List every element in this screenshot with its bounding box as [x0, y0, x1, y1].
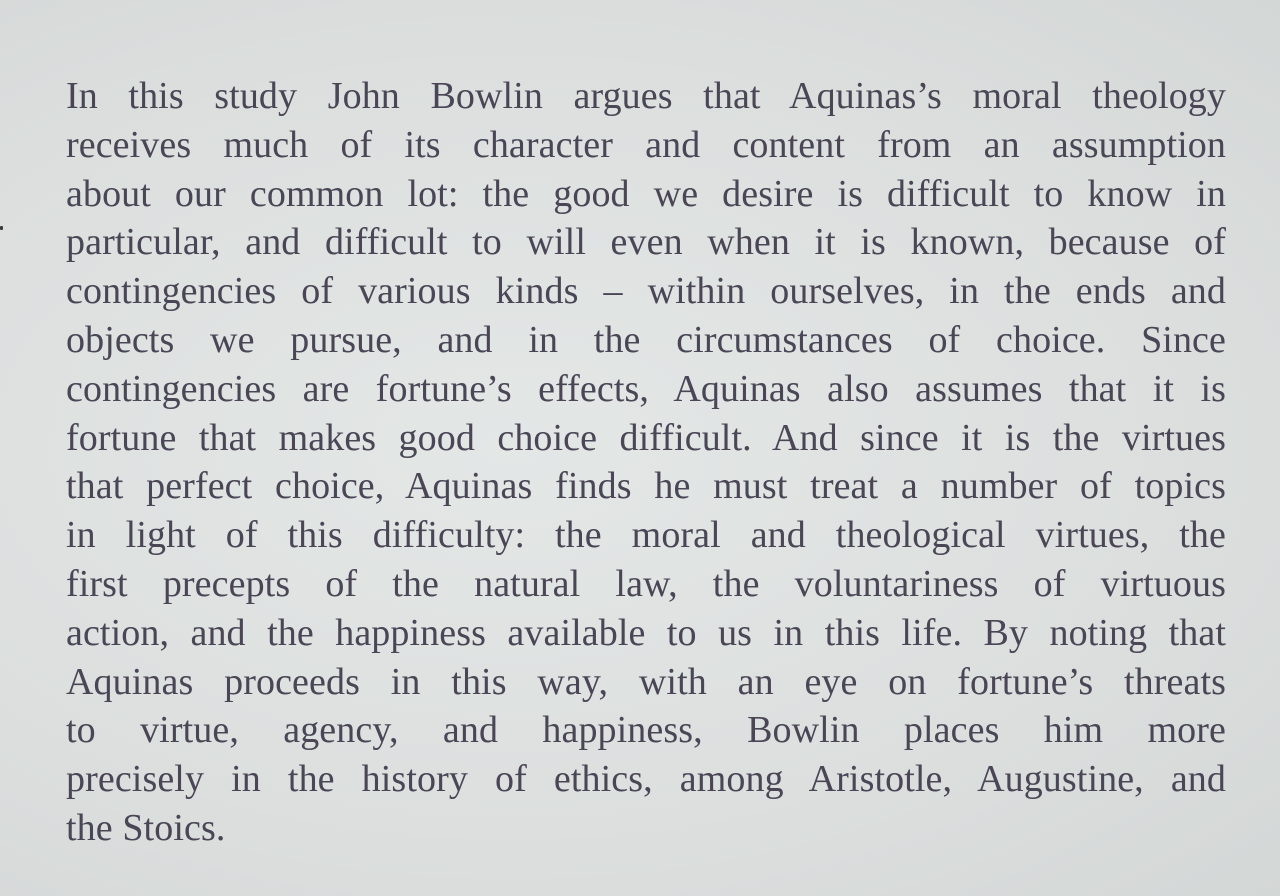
paragraph-line-13: Aquinas proceeds in this way, with an eye on fortune’s threats: [66, 660, 1226, 703]
paragraph-line-16: the Stoics.: [66, 806, 226, 849]
paragraph-line-6: objects we pursue, and in the circumstances of choice. Since: [66, 318, 1226, 361]
paragraph-line-15: precisely in the history of ethics, among Aristotle, Augustine, and: [66, 758, 1226, 801]
paragraph-line-14: to virtue, agency, and happiness, Bowlin places him more: [66, 709, 1226, 752]
paragraph-line-12: action, and the happiness available to us in this life. By noting that: [66, 611, 1226, 654]
paragraph-line-1: In this study John Bowlin argues that Aquinas’s moral theology: [66, 75, 1226, 117]
paragraph-line-4: particular, and difficult to will even when it is known, because of: [66, 221, 1226, 264]
paragraph-line-2: receives much of its character and content from an assumption: [66, 123, 1226, 166]
paragraph-line-10: in light of this difficulty: the moral and theological virtues, the: [66, 514, 1226, 557]
blurb-paragraph: [66, 72, 1226, 853]
paragraph-line-7: contingencies are fortune’s effects, Aquinas also assumes that it is: [66, 367, 1226, 410]
paragraph-line-8: fortune that makes good choice difficult. And since it is the virtues: [66, 416, 1226, 459]
paragraph-line-9: that perfect choice, Aquinas finds he must treat a number of topics: [66, 465, 1226, 508]
paragraph-line-11: first precepts of the natural law, the voluntariness of virtuous: [66, 562, 1226, 605]
paragraph-line-3: about our common lot: the good we desire is difficult to know in: [66, 172, 1226, 215]
edge-mark: [0, 226, 3, 230]
paragraph-line-5: contingencies of various kinds – within ourselves, in the ends and: [66, 270, 1226, 313]
